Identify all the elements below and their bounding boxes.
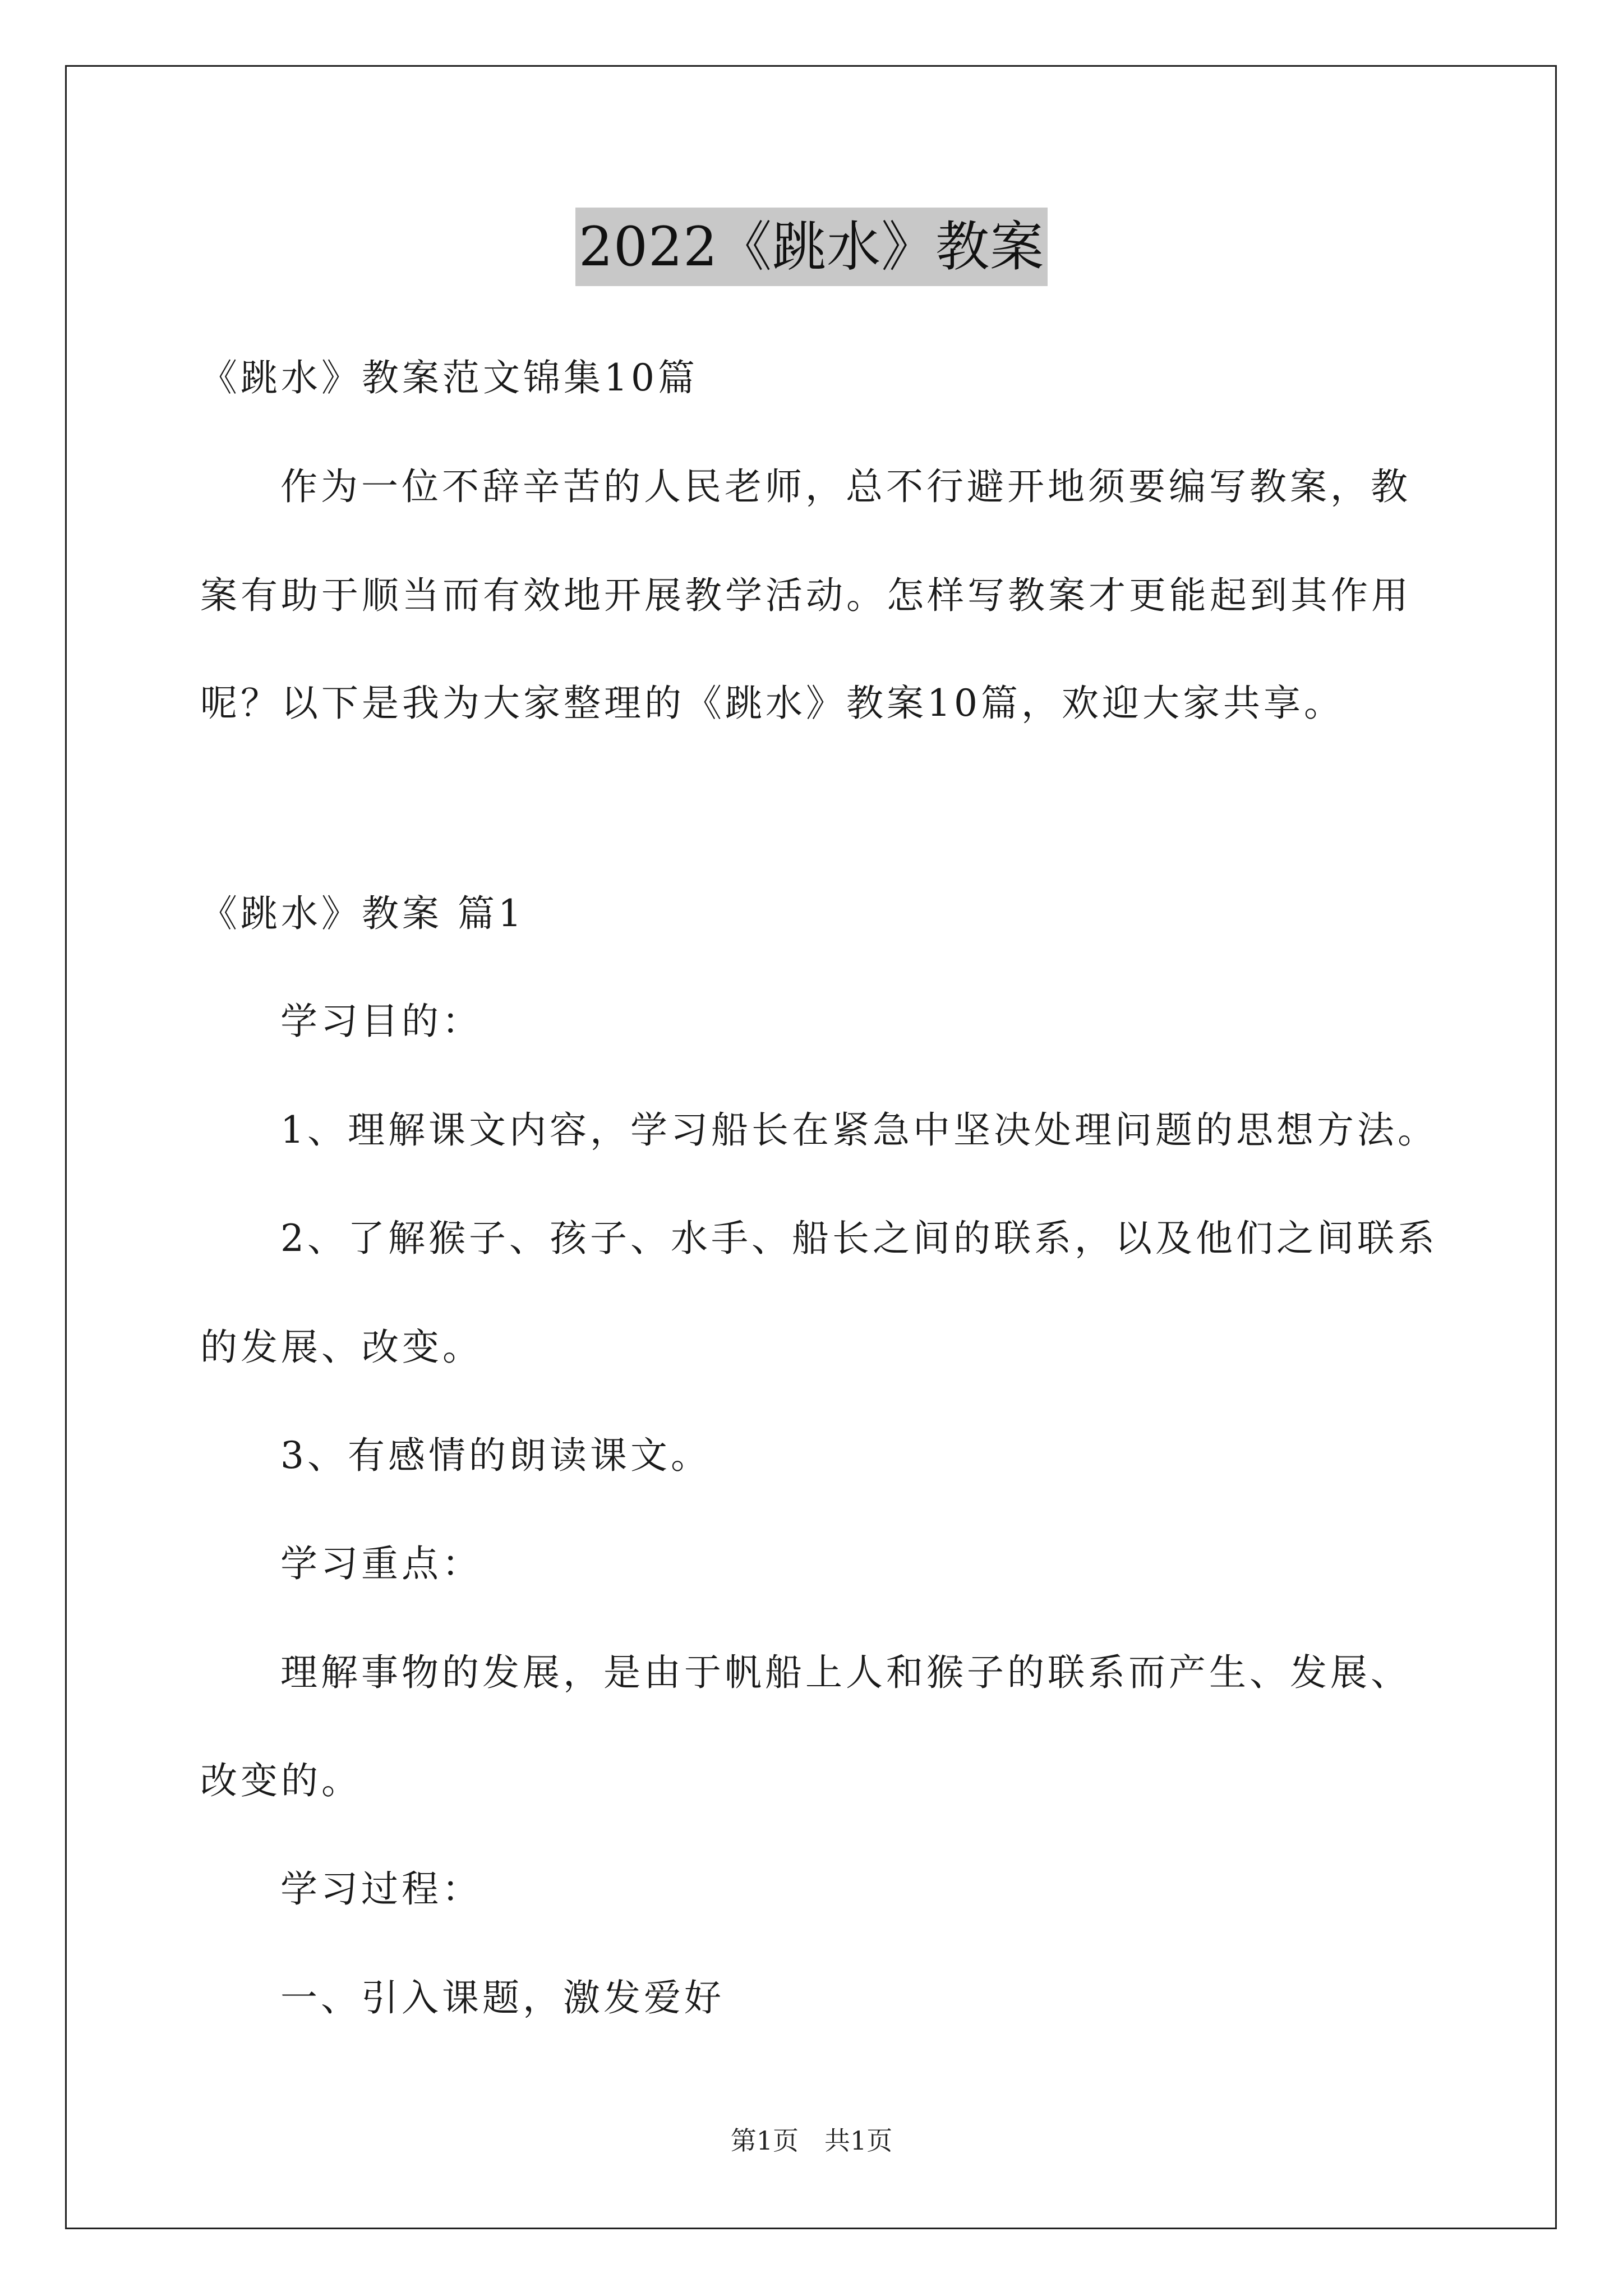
paragraph-line: 呢？以下是我为大家整理的《跳水》教案10篇，欢迎大家共享。 <box>200 682 1344 725</box>
list-item: 一、引入课题，激发爱好 <box>280 1976 725 2019</box>
section-heading: 《跳水》教案 篇1 <box>200 892 525 935</box>
document-title: 2022《跳水》教案 <box>575 208 1048 286</box>
subheading: 学习目的： <box>280 1000 482 1043</box>
paragraph-line: 作为一位不辞辛苦的人民老师，总不行避开地须要编写教案，教 <box>280 465 1411 508</box>
subtitle: 《跳水》教案范文锦集10篇 <box>200 356 698 399</box>
paragraph-line: 理解事物的发展，是由于帆船上人和猴子的联系而产生、发展、 <box>280 1651 1411 1694</box>
list-item-continuation: 的发展、改变。 <box>200 1326 483 1369</box>
subheading: 学习过程： <box>280 1867 482 1911</box>
list-item: 1、理解课文内容，学习船长在紧急中坚决处理问题的思想方法。 <box>280 1108 1438 1152</box>
subheading: 学习重点： <box>280 1542 482 1585</box>
paragraph-line: 案有助于顺当而有效地开展教学活动。怎样写教案才更能起到其作用 <box>200 574 1412 617</box>
paragraph-line: 改变的。 <box>200 1759 362 1802</box>
title-container <box>0 208 1623 286</box>
list-item: 3、有感情的朗读课文。 <box>280 1434 711 1477</box>
list-item: 2、了解猴子、孩子、水手、船长之间的联系，以及他们之间联系 <box>280 1217 1438 1260</box>
page-footer: 第1页 共1页 <box>730 2125 893 2156</box>
